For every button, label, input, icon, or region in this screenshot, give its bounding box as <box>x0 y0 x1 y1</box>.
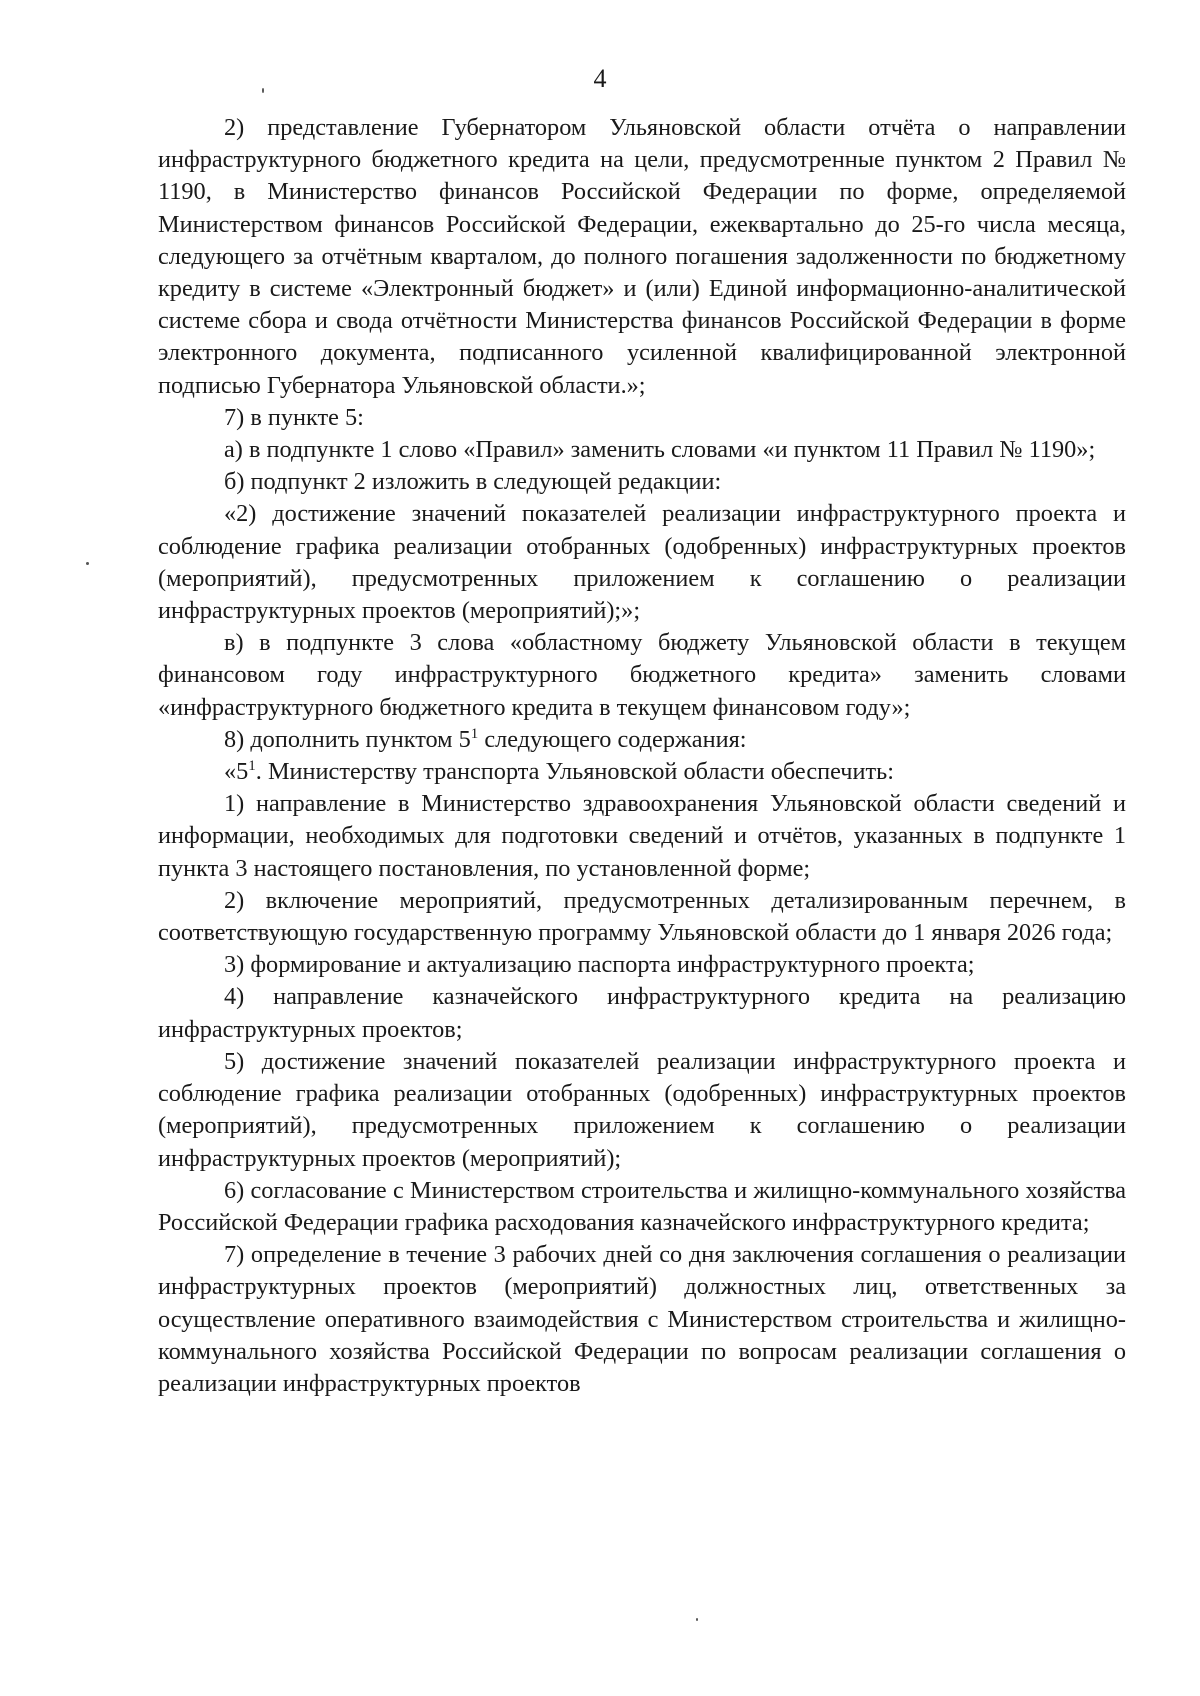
scan-speck <box>696 1618 698 1621</box>
paragraph-subitem-1: 1) направление в Министерство здравоохранения Ульяновской области сведений и информации, необходимых для подготовки сведений и отчётов, указанных в подпункте 1 пункта 3 настоящего постановления, по установленной форме; <box>158 790 1126 882</box>
text-fragment: «5 <box>224 758 249 786</box>
paragraph-governor-report: 2) представление Губернатором Ульяновской области отчёта о направлении инфраструктурного бюджетного кредита на цели, предусмотренные пунктом 2 Правил № 1190, в Министерство финансов Российской Федерации по форме, определяемой Министерством финансов Российской Федерации, ежеквартально до 25-го числа месяца, следующего за отчётным кварталом, до полного погашения задолженности по бюджетному кредиту в системе «Электронный бюджет» и (или) Единой информационно-аналитической системе сбора и свода отчётности Министерства финансов Российской Федерации в форме электронного документа, подписанного усиленной квалифицированной электронной подписью Губернатора Ульяновской области.»; <box>158 114 1126 399</box>
scan-speck <box>262 88 264 93</box>
text-fragment: 8) дополнить пунктом 5 <box>224 725 471 753</box>
paragraph-subitem-5: 5) достижение значений показателей реализации инфраструктурного проекта и соблюдение графика реализации отобранных (одобренных) инфраструктурных проектов (мероприятий), предусмотренных приложением к соглашению о реализации инфраструктурных проектов (мероприятий); <box>158 1047 1126 1172</box>
paragraph-item-8 <box>158 724 1126 756</box>
document-body <box>158 112 1126 1400</box>
paragraph-subitem-3: 3) формирование и актуализацию паспорта инфраструктурного проекта; <box>224 951 975 979</box>
paragraph-item-7b: б) подпункт 2 изложить в следующей редакции: <box>224 468 722 496</box>
paragraph-item-7c: в) в подпункте 3 слова «областному бюджету Ульяновской области в текущем финансовом году инфраструктурного бюджетного кредита» заменить словами «инфраструктурного бюджетного кредита в текущем финансовом году»; <box>158 629 1126 721</box>
superscript: 1 <box>248 757 256 774</box>
page-number: 4 <box>593 64 607 93</box>
paragraph-subitem-6: 6) согласование с Министерством строительства и жилищно-коммунального хозяйства Российской Федерации графика расходования казначейского инфраструктурного кредита; <box>158 1176 1126 1236</box>
paragraph-item-7: 7) в пункте 5: <box>224 403 364 431</box>
text-fragment: следующего содержания: <box>478 725 747 753</box>
paragraph-clause-5-1 <box>158 756 1126 788</box>
paragraph-item-7a: а) в подпункте 1 слово «Правил» заменить словами «и пунктом 11 Правил № 1190»; <box>224 436 1096 464</box>
text-fragment: . Министерству транспорта Ульяновской области обеспечить: <box>255 758 894 786</box>
paragraph-quoted-subitem-2: «2) достижение значений показателей реализации инфраструктурного проекта и соблюдение графика реализации отобранных (одобренных) инфраструктурных проектов (мероприятий), предусмотренных приложением к соглашению о реализации инфраструктурных проектов (мероприятий);»; <box>158 500 1126 625</box>
paragraph-subitem-2: 2) включение мероприятий, предусмотренных детализированным перечнем, в соответствующую государственную программу Ульяновской области до 1 января 2026 года; <box>158 886 1126 947</box>
scan-speck <box>86 562 89 565</box>
paragraph-subitem-4: 4) направление казначейского инфраструктурного кредита на реализацию инфраструктурных проектов; <box>158 983 1126 1043</box>
superscript: 1 <box>470 725 479 742</box>
paragraph-subitem-7: 7) определение в течение 3 рабочих дней со дня заключения соглашения о реализации инфраструктурных проектов (мероприятий) должностных лиц, ответственных за осуществление оперативного взаимодействия с Министерством строительства и жилищно-коммунального хозяйства Российской Федерации по вопросам реализации соглашения о реализации инфраструктурных проектов <box>158 1241 1126 1397</box>
